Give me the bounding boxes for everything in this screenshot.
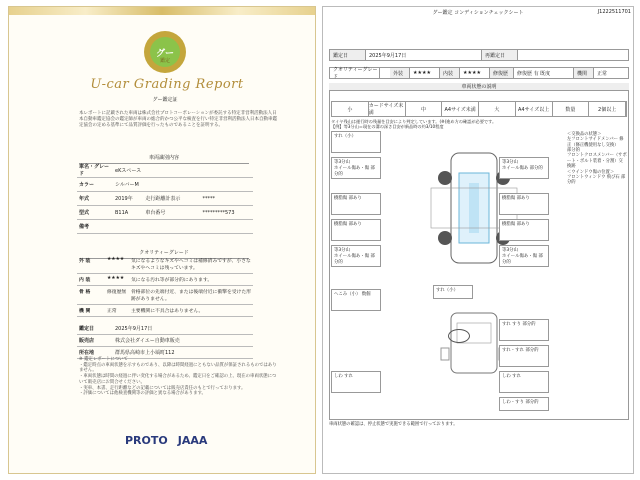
quality-label: 外 装 bbox=[77, 255, 105, 274]
renew-label: 再鑑定日 bbox=[482, 50, 518, 60]
fr-wheel-tag: 等3分山 ホイール傷あ 部分的 bbox=[499, 157, 549, 179]
repair-label: 修復歴 bbox=[490, 68, 514, 78]
date-value: 2025年9月17日 bbox=[366, 50, 482, 60]
badge-text: グー bbox=[150, 37, 180, 67]
rear-tag-2: すれ・すれ 部分的 bbox=[499, 345, 549, 367]
left-side-tag: 樹脂傷 部あり bbox=[331, 193, 381, 215]
date-label: 鑑定日 bbox=[330, 50, 366, 60]
rl-wheel-tag: 等3分山 ホイール傷あ・傷 部分的 bbox=[331, 245, 381, 267]
notes-value bbox=[113, 220, 253, 234]
sheet-title: グー鑑定 コンディションチェックシート bbox=[432, 10, 524, 16]
vin-value: *********573 bbox=[200, 206, 253, 220]
grade-row bbox=[329, 67, 629, 79]
color-value: シルバーM bbox=[113, 178, 253, 192]
ext-value: ★★★★ bbox=[410, 68, 440, 78]
dent-right-tag: すれ（小） bbox=[433, 285, 473, 299]
note-line: ・評価については他検査機関等の評価と異なる場合があります。 bbox=[79, 391, 206, 397]
color-label: カラー bbox=[77, 178, 113, 192]
quality-section-heading: クオリティーグレード bbox=[79, 249, 249, 259]
goo-badge-icon bbox=[144, 31, 186, 73]
rear-tag-3: しわ すれ bbox=[331, 371, 381, 393]
quality-label: 機 関 bbox=[77, 305, 105, 317]
model-value: B11A bbox=[113, 206, 143, 220]
dent-left-tag: へこみ（小） 数個 bbox=[331, 289, 381, 311]
quality-rating: ★★★★ bbox=[105, 255, 129, 274]
legend-item: A4サイズ未満 bbox=[442, 102, 479, 116]
table-row bbox=[77, 305, 253, 317]
note-line: ・車両状態は時間の経過に伴い変化する場合があるため、鑑定日をご確認の上、現在の車両状態について販売店にお問合せください。 bbox=[79, 374, 277, 385]
year-label: 年式 bbox=[77, 192, 113, 206]
notes-label: 備考 bbox=[77, 220, 113, 234]
replacement-notes: ＜交換品の状態＞ 左フロントサイドメンバー 修正（修正機使用なし交換） 部分的 フロントクロスメンバー（サポート・ボルト装着・分割）交換跡 ＜ウインドウ傷の位置＞ フロントウィンドウ 飛び石 部分的 bbox=[567, 132, 627, 186]
legend-note: タイヤ残山は運行時の残量を目安により判定しています。(※)進め方の確認が必要です。 【例】等3分山＝現在の溝の深さ目安が新品時の約3/10程度 bbox=[331, 119, 497, 130]
note-line: ・実車、本書、走行距離などの記載については販売店責任のもとで行っております。 bbox=[79, 385, 246, 391]
quality-rating: 正常 bbox=[105, 305, 129, 317]
proto-logo: PROTO bbox=[125, 433, 168, 447]
report-subtitle: グー鑑定証 bbox=[152, 97, 178, 103]
jaaa-logo: JAAA bbox=[177, 433, 208, 447]
quality-desc: 骨格部位の先端付近、または後端付近に衝撃を受けた形跡がありません。 bbox=[129, 286, 253, 305]
gold-ornament-band bbox=[9, 7, 315, 15]
front-bumper-tag: すれ（小） bbox=[331, 131, 381, 153]
grading-certificate bbox=[8, 6, 316, 474]
table-row bbox=[77, 274, 253, 286]
name-label: 車名・グレード bbox=[77, 163, 113, 178]
vin-label: 車台番号 bbox=[143, 206, 200, 220]
legend-item: 数量 bbox=[553, 102, 590, 116]
legend-item: 2個以上 bbox=[589, 102, 626, 116]
quality-rating: ★★★★ bbox=[105, 274, 129, 286]
int-label: 内装 bbox=[440, 68, 460, 78]
damage-heading: 車両状態の説明 bbox=[329, 83, 629, 91]
table-row bbox=[77, 255, 253, 274]
address-label: 所在地 bbox=[77, 347, 113, 359]
legend-item: 中 bbox=[406, 102, 443, 116]
report-title: U-car Grading Report bbox=[90, 77, 244, 92]
rr-wheel-tag: 等3分山 ホイール傷あ・傷 部分的 bbox=[499, 245, 549, 267]
fl-wheel-tag: 等3分山 ホイール傷あ・傷 部分的 bbox=[331, 157, 381, 179]
quality-rating: 修復歴無 bbox=[105, 286, 129, 305]
left-rear-side-tag: 樹脂傷 部あり bbox=[331, 219, 381, 241]
address-value: 群馬県高崎市上小塙町112 bbox=[113, 347, 253, 359]
legend-item: カードサイズ未満 bbox=[369, 102, 406, 116]
legend-item: A4サイズ以上 bbox=[516, 102, 553, 116]
mileage-label: 走行距離計表示 bbox=[143, 192, 200, 206]
engine-label: 機関 bbox=[574, 68, 594, 78]
footer-note: 車両状態の確認は、停止状態で実施できる範囲で行っております。 bbox=[329, 422, 458, 427]
vehicle-section-heading: 車両識別内容 bbox=[79, 154, 249, 164]
right-side-tag: 樹脂傷 部あり bbox=[499, 193, 549, 215]
repair-value: 修復歴 有 既度 bbox=[514, 68, 574, 78]
ext-label: 外装 bbox=[390, 68, 410, 78]
name-value: eKスペース bbox=[113, 163, 253, 178]
shop-value: 株式会社ダイエー自動車販売 bbox=[113, 335, 253, 347]
quality-label: 骨 格 bbox=[77, 286, 105, 305]
table-row bbox=[77, 286, 253, 305]
quality-desc: 気になる汚れ等が部分的にあります。 bbox=[129, 274, 253, 286]
logo-row bbox=[125, 431, 225, 449]
condition-check-sheet bbox=[322, 6, 634, 474]
date-label: 鑑定日 bbox=[77, 323, 113, 335]
right-rear-side-tag: 樹脂傷 部あり bbox=[499, 219, 549, 241]
report-notes bbox=[79, 357, 279, 397]
rear-tag-1: すれ すり 部分的 bbox=[499, 319, 549, 341]
shop-label: 販売店 bbox=[77, 335, 113, 347]
quality-label: 内 装 bbox=[77, 274, 105, 286]
note-line: ・鑑定時点の車両状態を示すものであり、以降は時間経過にともない品質が保証されるものではありません。 bbox=[79, 362, 277, 374]
legend-item: 大 bbox=[479, 102, 516, 116]
rear-tag-4: しわ すれ bbox=[499, 371, 549, 393]
steering-wheel-icon bbox=[448, 329, 470, 343]
int-value: ★★★★ bbox=[460, 68, 490, 78]
badge-sub: 鑑定 bbox=[159, 58, 170, 64]
quality-table bbox=[77, 255, 253, 317]
quality-desc: 主要機関に不具合はありません。 bbox=[129, 305, 253, 317]
grade-label: クオリティーグレード bbox=[330, 68, 380, 78]
legend-item: 小 bbox=[332, 102, 369, 116]
quality-desc: 気になるようなキズやヘコミは補修済みですが、小さなキズやヘコミは残っています。 bbox=[129, 255, 253, 274]
mileage-value: ***** bbox=[200, 192, 253, 206]
model-label: 型式 bbox=[77, 206, 113, 220]
facility-table bbox=[77, 323, 253, 359]
rear-tag-5: しわ・すり 部分的 bbox=[499, 397, 549, 411]
notes-title: ※ 鑑定レポートについて bbox=[79, 357, 128, 362]
vehicle-spec-table bbox=[77, 163, 253, 234]
date-row bbox=[329, 49, 629, 61]
year-value: 2019年 bbox=[113, 192, 143, 206]
renew-value bbox=[518, 50, 630, 60]
engine-value: 正常 bbox=[597, 70, 608, 77]
intro-text: 本レポートに記載された車両は株式会社プロトコーポレーションが委託する特定非営利活動法人日本自動車鑑定協会の鑑定師が車両の総合的かつ公平な検査を行い特定非営利活動法人日本自動車鑑定協会の定める基準にて品質評価を行ったものであることを証明する。 bbox=[79, 111, 277, 128]
damage-legend bbox=[331, 101, 627, 117]
date-value: 2025年9月17日 bbox=[113, 323, 253, 335]
sheet-id: J1222511701 bbox=[597, 9, 631, 15]
